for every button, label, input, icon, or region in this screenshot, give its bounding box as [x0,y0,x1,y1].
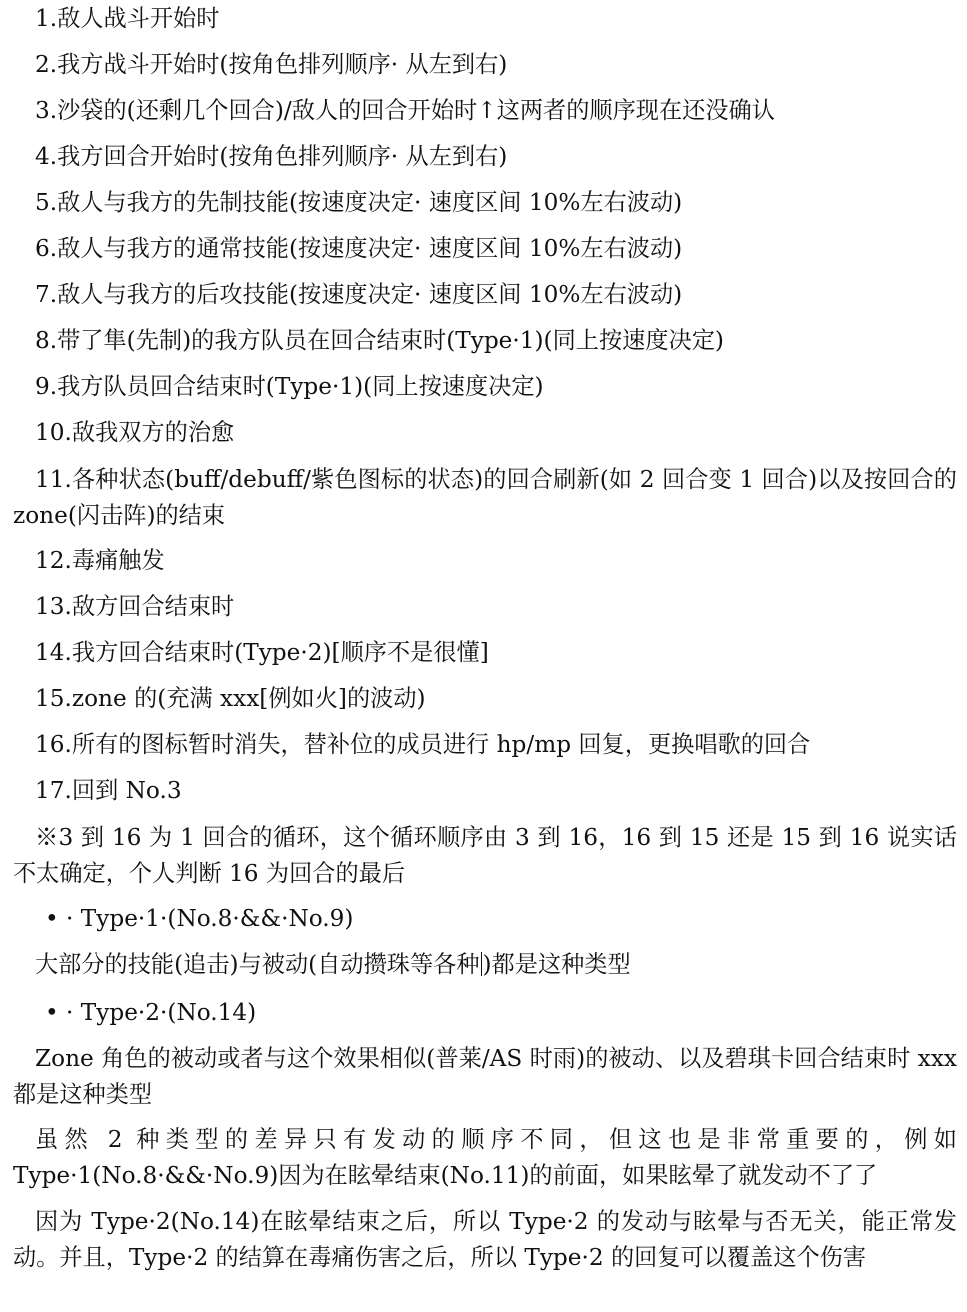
step-13: 13.敌方回合结束时 [35,593,235,620]
step-3: 3.沙袋的(还剩几个回合)/敌人的回合开始时↑这两者的顺序现在还没确认 [35,97,775,124]
step-11: 11.各种状态(buff/debuff/紫色图标的状态)的回合刷新(如 2 回合变 1 回合)以及按回合的 zone(闪击阵)的结束 [13,466,957,529]
step-10: 10.敌我双方的治愈 [35,419,235,446]
step-16: 16.所有的图标暂时消失，替补位的成员进行 hp/mp 回复，更换唱歌的回合 [35,731,811,758]
step-14: 14.我方回合结束时(Type·2)[顺序不是很懂] [35,639,489,666]
type1-bullet: • · Type·1·(No.8·&&·No.9) [45,905,354,932]
type2-bullet: • · Type·2·(No.14) [45,999,257,1026]
type2-description: Zone 角色的被动或者与这个效果相似(普莱/AS 时雨)的被动、以及碧琪卡回合结束时 xxx 都是这种类型 [13,1045,957,1108]
step-4: 4.我方回合开始时(按角色排列顺序· 从左到右) [35,143,508,170]
step-9: 9.我方队员回合结束时(Type·1)(同上按速度决定) [35,373,544,400]
step-17: 17.回到 No.3 [35,777,182,804]
type1-description-part-b: )都是这种类型 [482,951,631,978]
step-1: 1.敌人战斗开始时 [35,5,220,32]
step-15: 15.zone 的(充满 xxx[例如火]的波动) [35,685,426,712]
type1-description-part-a: 大部分的技能(追击)与被动(自动攒珠等各种 [35,951,480,978]
step-6: 6.敌人与我方的通常技能(按速度决定· 速度区间 10%左右波动) [35,235,683,262]
step-2: 2.我方战斗开始时(按角色排列顺序· 从左到右) [35,51,508,78]
step-8: 8.带了隼(先制)的我方队员在回合结束时(Type·1)(同上按速度决定) [35,327,724,354]
step-7: 7.敌人与我方的后攻技能(按速度决定· 速度区间 10%左右波动) [35,281,683,308]
type1-description [13,948,957,982]
step-5: 5.敌人与我方的先制技能(按速度决定· 速度区间 10%左右波动) [35,189,683,216]
text-cursor [481,952,482,976]
step-12: 12.毒痛触发 [35,547,165,574]
paragraph-type2-effect: 因为 Type·2(No.14)在眩晕结束之后，所以 Type·2 的发动与眩晕与否无关，能正常发动。并且，Type·2 的结算在毒痛伤害之后，所以 Type·2 的回复可以覆盖这个伤害 [13,1208,957,1271]
paragraph-difference: 虽然 2 种类型的差异只有发动的顺序不同，但这也是非常重要的，例如 Type·1(No.8·&&·No.9)因为在眩晕结束(No.11)的前面，如果眩晕了就发动不了了 [13,1126,957,1189]
loop-note: ※3 到 16 为 1 回合的循环，这个循环顺序由 3 到 16，16 到 15 还是 15 到 16 说实话不太确定，个人判断 16 为回合的最后 [13,824,957,887]
